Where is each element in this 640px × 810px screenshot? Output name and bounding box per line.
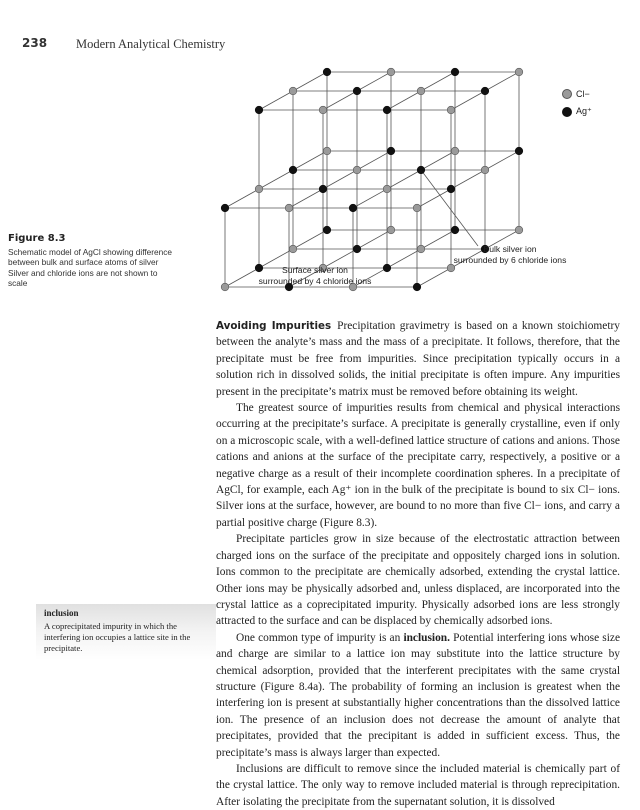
paragraph xyxy=(216,630,620,761)
lattice-bond xyxy=(387,91,421,110)
silver-ion xyxy=(451,226,459,234)
silver-ion xyxy=(447,185,455,193)
silver-ion xyxy=(319,185,327,193)
lattice-bond xyxy=(421,72,455,91)
chloride-ion xyxy=(323,147,331,155)
lattice-bond xyxy=(451,170,485,189)
chloride-ion xyxy=(451,147,459,155)
lattice-bond xyxy=(417,268,451,287)
chloride-ion xyxy=(289,87,297,95)
chloride-ion xyxy=(417,87,425,95)
silver-ion xyxy=(323,68,331,76)
chloride-ion xyxy=(447,264,455,272)
label-line: surrounded by 6 chloride ions xyxy=(453,254,567,265)
glossary-definition: A coprecipitated impurity in which the interfering ion occupies a lattice site in the precipitate. xyxy=(44,621,191,653)
paragraph: Inclusions are difficult to remove since the included material is chemically part of the crystal lattice. The only way to remove included material is through reprecipitation. After isolating the precipitate from the supernatant solution, it is dissolved xyxy=(216,762,620,808)
lattice-bond xyxy=(417,189,451,208)
chloride-ion xyxy=(289,245,297,253)
figure-title: Figure 8.3 xyxy=(8,233,66,244)
surface-ion-label xyxy=(245,265,385,286)
chloride-ion xyxy=(319,106,327,114)
chloride-ion xyxy=(481,166,489,174)
silver-ion xyxy=(349,204,357,212)
silver-ion xyxy=(221,204,229,212)
section-run-in-head: Avoiding Impurities xyxy=(216,320,332,332)
chloride-ion xyxy=(285,204,293,212)
silver-ion xyxy=(417,166,425,174)
silver-ion xyxy=(353,245,361,253)
legend-chloride xyxy=(562,89,590,99)
silver-ion xyxy=(515,147,523,155)
label-line: surrounded by 4 chloride ions xyxy=(258,275,372,286)
figure-caption xyxy=(8,234,178,289)
lattice-bond xyxy=(485,151,519,170)
paragraph xyxy=(216,318,620,400)
lattice-bond xyxy=(225,189,259,208)
margin-glossary-note xyxy=(36,604,216,660)
lattice-bond xyxy=(289,189,323,208)
lattice-bond xyxy=(421,151,455,170)
label-line: Surface silver ion xyxy=(282,265,348,275)
silver-ion xyxy=(387,147,395,155)
chloride-ion xyxy=(255,185,263,193)
chloride-ion xyxy=(383,185,391,193)
key-term: inclusion. xyxy=(403,631,450,644)
lattice-bond xyxy=(387,170,421,189)
lattice-bond xyxy=(259,91,293,110)
legend-silver xyxy=(562,106,592,117)
silver-ion xyxy=(451,68,459,76)
chloride-ion xyxy=(447,106,455,114)
lattice-bond xyxy=(353,189,387,208)
chloride-ion xyxy=(515,68,523,76)
paragraph-text: One common type of impurity is an xyxy=(236,631,401,644)
lattice-bond xyxy=(293,151,327,170)
label-line: Bulk silver ion xyxy=(483,244,537,254)
body-text xyxy=(216,318,620,810)
chloride-ion xyxy=(515,226,523,234)
silver-ion xyxy=(289,166,297,174)
bulk-ion-label xyxy=(440,244,580,265)
caption-text: Schematic model of AgCl showing difference between bulk and surface atoms of silver Silver and chloride ions are not shown to scale xyxy=(8,246,173,288)
silver-ion xyxy=(353,87,361,95)
paragraph: Precipitate particles grow in size because of the electrostatic attraction between charged ions on the surface of the precipitate and oppositely charged ions in solution. Ions common to the precipitate are chemically adsorbed, extending the crystal lattice. Other ions may be physically adsorbed and, unless displaced, are incorporated into the crystal lattice as a coprecipitated impurity. Physically adsorbed ions are less strongly attracted to the surface and can be displaced by chemically adsorbed ions. xyxy=(216,533,620,628)
silver-ion xyxy=(413,283,421,291)
lattice-bond xyxy=(485,72,519,91)
page-number: 238 xyxy=(22,36,48,50)
silver-ion xyxy=(255,106,263,114)
lattice-bond xyxy=(387,249,421,268)
lattice-bond xyxy=(323,91,357,110)
lattice-bond xyxy=(323,170,357,189)
lattice-bond xyxy=(259,170,293,189)
lattice-bond xyxy=(451,91,485,110)
silver-ion xyxy=(481,87,489,95)
running-title: Modern Analytical Chemistry xyxy=(76,37,226,51)
paragraph-text: Precipitation gravimetry is based on a known stoichiometry between the analyte’s mass and the mass of a precipitate. It follows, therefore, that the precipitate must be free from impurities. Since precipitation typically occurs in a solution rich in dissolved solids, the initial precipitate is often impure. Any impurities present in the precipitate’s matrix must be removed before obtaining its weight. xyxy=(216,320,620,398)
paragraph-text: Potential interfering ions whose size and charge are similar to a lattice ion may substitute into the lattice structure by chemical adsorption, provided that the interferent precipitates with the same crystal structure (Figure 8.4a). The probability of forming an inclusion is greatest when the interfering ion is present at substantially higher concentrations than the dissolved lattice ion. The presence of an inclusion does not decrease the amount of analyte that precipitates, provided that the precipitant is added in sufficient excess. Thus, the precipitate’s mass is always larger than expected. xyxy=(216,631,620,759)
chloride-ion xyxy=(417,245,425,253)
chloride-ion xyxy=(387,226,395,234)
glossary-term: inclusion xyxy=(44,608,79,618)
legend-label: Ag⁺ xyxy=(576,106,592,116)
silver-ion xyxy=(383,106,391,114)
legend-label: Cl− xyxy=(576,89,590,99)
chloride-ion xyxy=(221,283,229,291)
bulk-ion-pointer-line xyxy=(421,170,478,246)
silver-dot-icon xyxy=(562,107,572,117)
chloride-ion xyxy=(353,166,361,174)
silver-ion xyxy=(323,226,331,234)
chloride-ion xyxy=(387,68,395,76)
lattice-bond xyxy=(357,72,391,91)
lattice-bond xyxy=(293,72,327,91)
chloride-dot-icon xyxy=(562,89,572,99)
lattice-bond xyxy=(293,230,327,249)
chloride-ion xyxy=(413,204,421,212)
lattice-bond xyxy=(357,230,391,249)
lattice-bond xyxy=(357,151,391,170)
paragraph: The greatest source of impurities results from chemical and physical interactions occurring at the precipitate’s surface. A precipitate is generally crystalline, even if only on a microscopic scale, with a well-defined lattice structure of cations and anions. Those cations and anions at the surface of the precipitate carry, respectively, a positive or a negative charge as a result of their incomplete coordination spheres. In a precipitate of AgCl, for example, each Ag⁺ ion in the bulk of the precipitate is bound to six Cl− ions. Silver ions at the surface, however, are bound to no more than five Cl− ions, and carry a partial positive charge (Figure 8.3). xyxy=(216,402,620,529)
